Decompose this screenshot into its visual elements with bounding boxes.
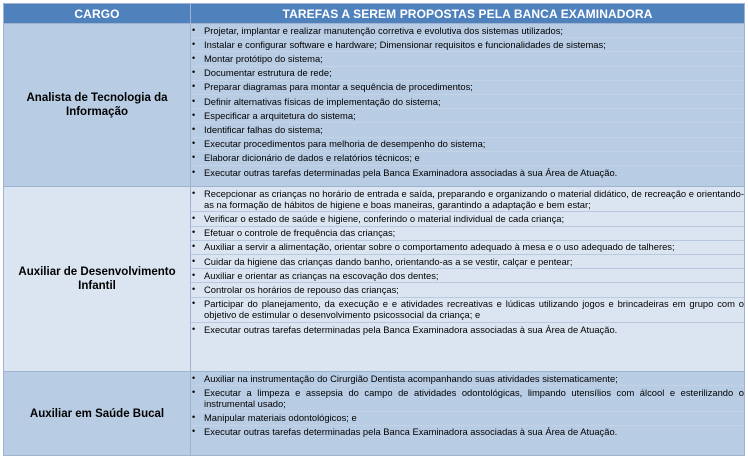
- tasks-cell: [191, 372, 745, 456]
- task-item: [191, 24, 744, 38]
- bullet-icon: •: [192, 123, 196, 134]
- header-cargo: CARGO: [4, 4, 191, 24]
- task-item: [191, 67, 744, 81]
- task-item: [191, 95, 744, 109]
- task-text: Identificar falhas do sistema;: [204, 123, 323, 135]
- task-text: Auxiliar e orientar as crianças na escovação dos dentes;: [204, 269, 439, 281]
- task-text: Executar outras tarefas determinadas pela Banca Examinadora associadas à sua Área de Atuação.: [204, 166, 618, 178]
- task-item: [191, 372, 744, 386]
- task-item: [191, 269, 744, 283]
- cargo-table: [3, 3, 745, 456]
- task-text: Executar outras tarefas determinadas pela Banca Examinadora associadas à sua Área de Atuação.: [204, 323, 618, 335]
- bullet-icon: •: [192, 109, 196, 120]
- task-item: [191, 241, 744, 255]
- bullet-icon: •: [192, 24, 196, 35]
- task-item: [191, 323, 744, 336]
- bullet-icon: •: [192, 323, 196, 334]
- role-name: Auxiliar de Desenvolvimento Infantil: [18, 266, 176, 292]
- bullet-icon: •: [192, 255, 196, 266]
- task-item: [191, 109, 744, 123]
- bullet-icon: •: [192, 227, 196, 238]
- task-text: Cuidar da higiene das crianças dando banho, orientando-as a se vestir, calçar e pentear;: [204, 255, 573, 267]
- task-item: [191, 138, 744, 152]
- bullet-icon: •: [192, 52, 196, 63]
- bullet-icon: •: [192, 138, 196, 149]
- task-text: Montar protótipo do sistema;: [204, 52, 323, 64]
- task-item: [191, 227, 744, 241]
- role-name: Analista de Tecnologia da Informação: [26, 92, 168, 118]
- bullet-icon: •: [192, 412, 196, 423]
- task-text: Verificar o estado de saúde e higiene, conferindo o material individual de cada criança;: [204, 212, 565, 224]
- task-text: Documentar estrutura de rede;: [204, 67, 332, 79]
- bullet-icon: •: [192, 81, 196, 92]
- task-text: Definir alternativas físicas de implementação do sistema;: [204, 95, 441, 107]
- bullet-icon: •: [192, 426, 196, 437]
- role-cell: [4, 187, 191, 372]
- table-row: [4, 24, 745, 187]
- table-row: [4, 187, 745, 372]
- task-item: [191, 212, 744, 226]
- task-list: [191, 24, 744, 179]
- header-row: [4, 4, 745, 24]
- bullet-icon: •: [192, 372, 196, 383]
- task-text: Controlar os horários de repouso das crianças;: [204, 283, 399, 295]
- task-item: [191, 412, 744, 426]
- table-row: [4, 372, 745, 456]
- task-item: [191, 283, 744, 297]
- bullet-icon: •: [192, 95, 196, 106]
- role-name: Auxiliar em Saúde Bucal: [29, 407, 165, 420]
- bullet-icon: •: [192, 269, 196, 280]
- task-text: Auxiliar na instrumentação do Cirurgião Dentista acompanhando suas atividades sistematicamente;: [204, 372, 618, 384]
- task-item: [191, 255, 744, 269]
- tasks-cell: [191, 187, 745, 372]
- task-list: [191, 187, 744, 336]
- bullet-icon: •: [192, 283, 196, 294]
- tasks-cell: [191, 24, 745, 187]
- task-item: [191, 166, 744, 179]
- task-text: Executar a limpeza e assepsia do campo de atividades odontológicas, limpando utensílios com álcool e esterilizando o instrumental usado;: [204, 386, 744, 409]
- bullet-icon: •: [192, 298, 196, 309]
- task-item: [191, 426, 744, 439]
- task-text: Participar do planejamento, da execução e e atividades recreativas e lúdicas utilizando jogos e brincadeiras em grupo com o objetivo de estimular o desenvolvimento psicossocial da criança; e: [204, 298, 744, 321]
- bullet-icon: •: [192, 386, 196, 397]
- task-item: [191, 386, 744, 411]
- task-text: Auxiliar a servir a alimentação, orientar sobre o comportamento adequado à mesa e o uso adequado de talheres;: [204, 241, 675, 253]
- task-item: [191, 81, 744, 95]
- task-item: [191, 52, 744, 66]
- task-text: Executar outras tarefas determinadas pela Banca Examinadora associadas à sua Área de Atuação.: [204, 426, 618, 438]
- task-item: [191, 123, 744, 137]
- bullet-icon: •: [192, 38, 196, 49]
- task-list: [191, 372, 744, 439]
- task-text: Efetuar o controle de frequência das crianças;: [204, 227, 396, 239]
- role-cell: [4, 372, 191, 456]
- task-text: Preparar diagramas para montar a sequência de procedimentos;: [204, 81, 473, 93]
- task-text: Manipular materiais odontológicos; e: [204, 412, 357, 424]
- task-item: [191, 152, 744, 166]
- task-text: Projetar, implantar e realizar manutenção corretiva e evolutiva dos sistemas utilizados;: [204, 24, 564, 36]
- task-text: Especificar a arquitetura do sistema;: [204, 109, 356, 121]
- bullet-icon: •: [192, 67, 196, 78]
- bullet-icon: •: [192, 152, 196, 163]
- task-text: Recepcionar as crianças no horário de entrada e saída, preparando e organizando o material didático, de recreação e orientando-as na formação de hábitos de higiene e boas maneiras, garantindo a adaptação e bem estar;: [204, 187, 744, 210]
- task-text: Executar procedimentos para melhoria de desempenho do sistema;: [204, 138, 486, 150]
- task-text: Instalar e configurar software e hardware; Dimensionar requisitos e funcionalidades de sistemas;: [204, 38, 606, 50]
- task-item: [191, 298, 744, 323]
- task-item: [191, 187, 744, 212]
- task-text: Elaborar dicionário de dados e relatórios técnicos; e: [204, 152, 420, 164]
- header-tarefas: TAREFAS A SEREM PROPOSTAS PELA BANCA EXAMINADORA: [191, 4, 745, 24]
- bullet-icon: •: [192, 166, 196, 177]
- bullet-icon: •: [192, 187, 196, 198]
- role-cell: [4, 24, 191, 187]
- bullet-icon: •: [192, 241, 196, 252]
- bullet-icon: •: [192, 212, 196, 223]
- task-item: [191, 38, 744, 52]
